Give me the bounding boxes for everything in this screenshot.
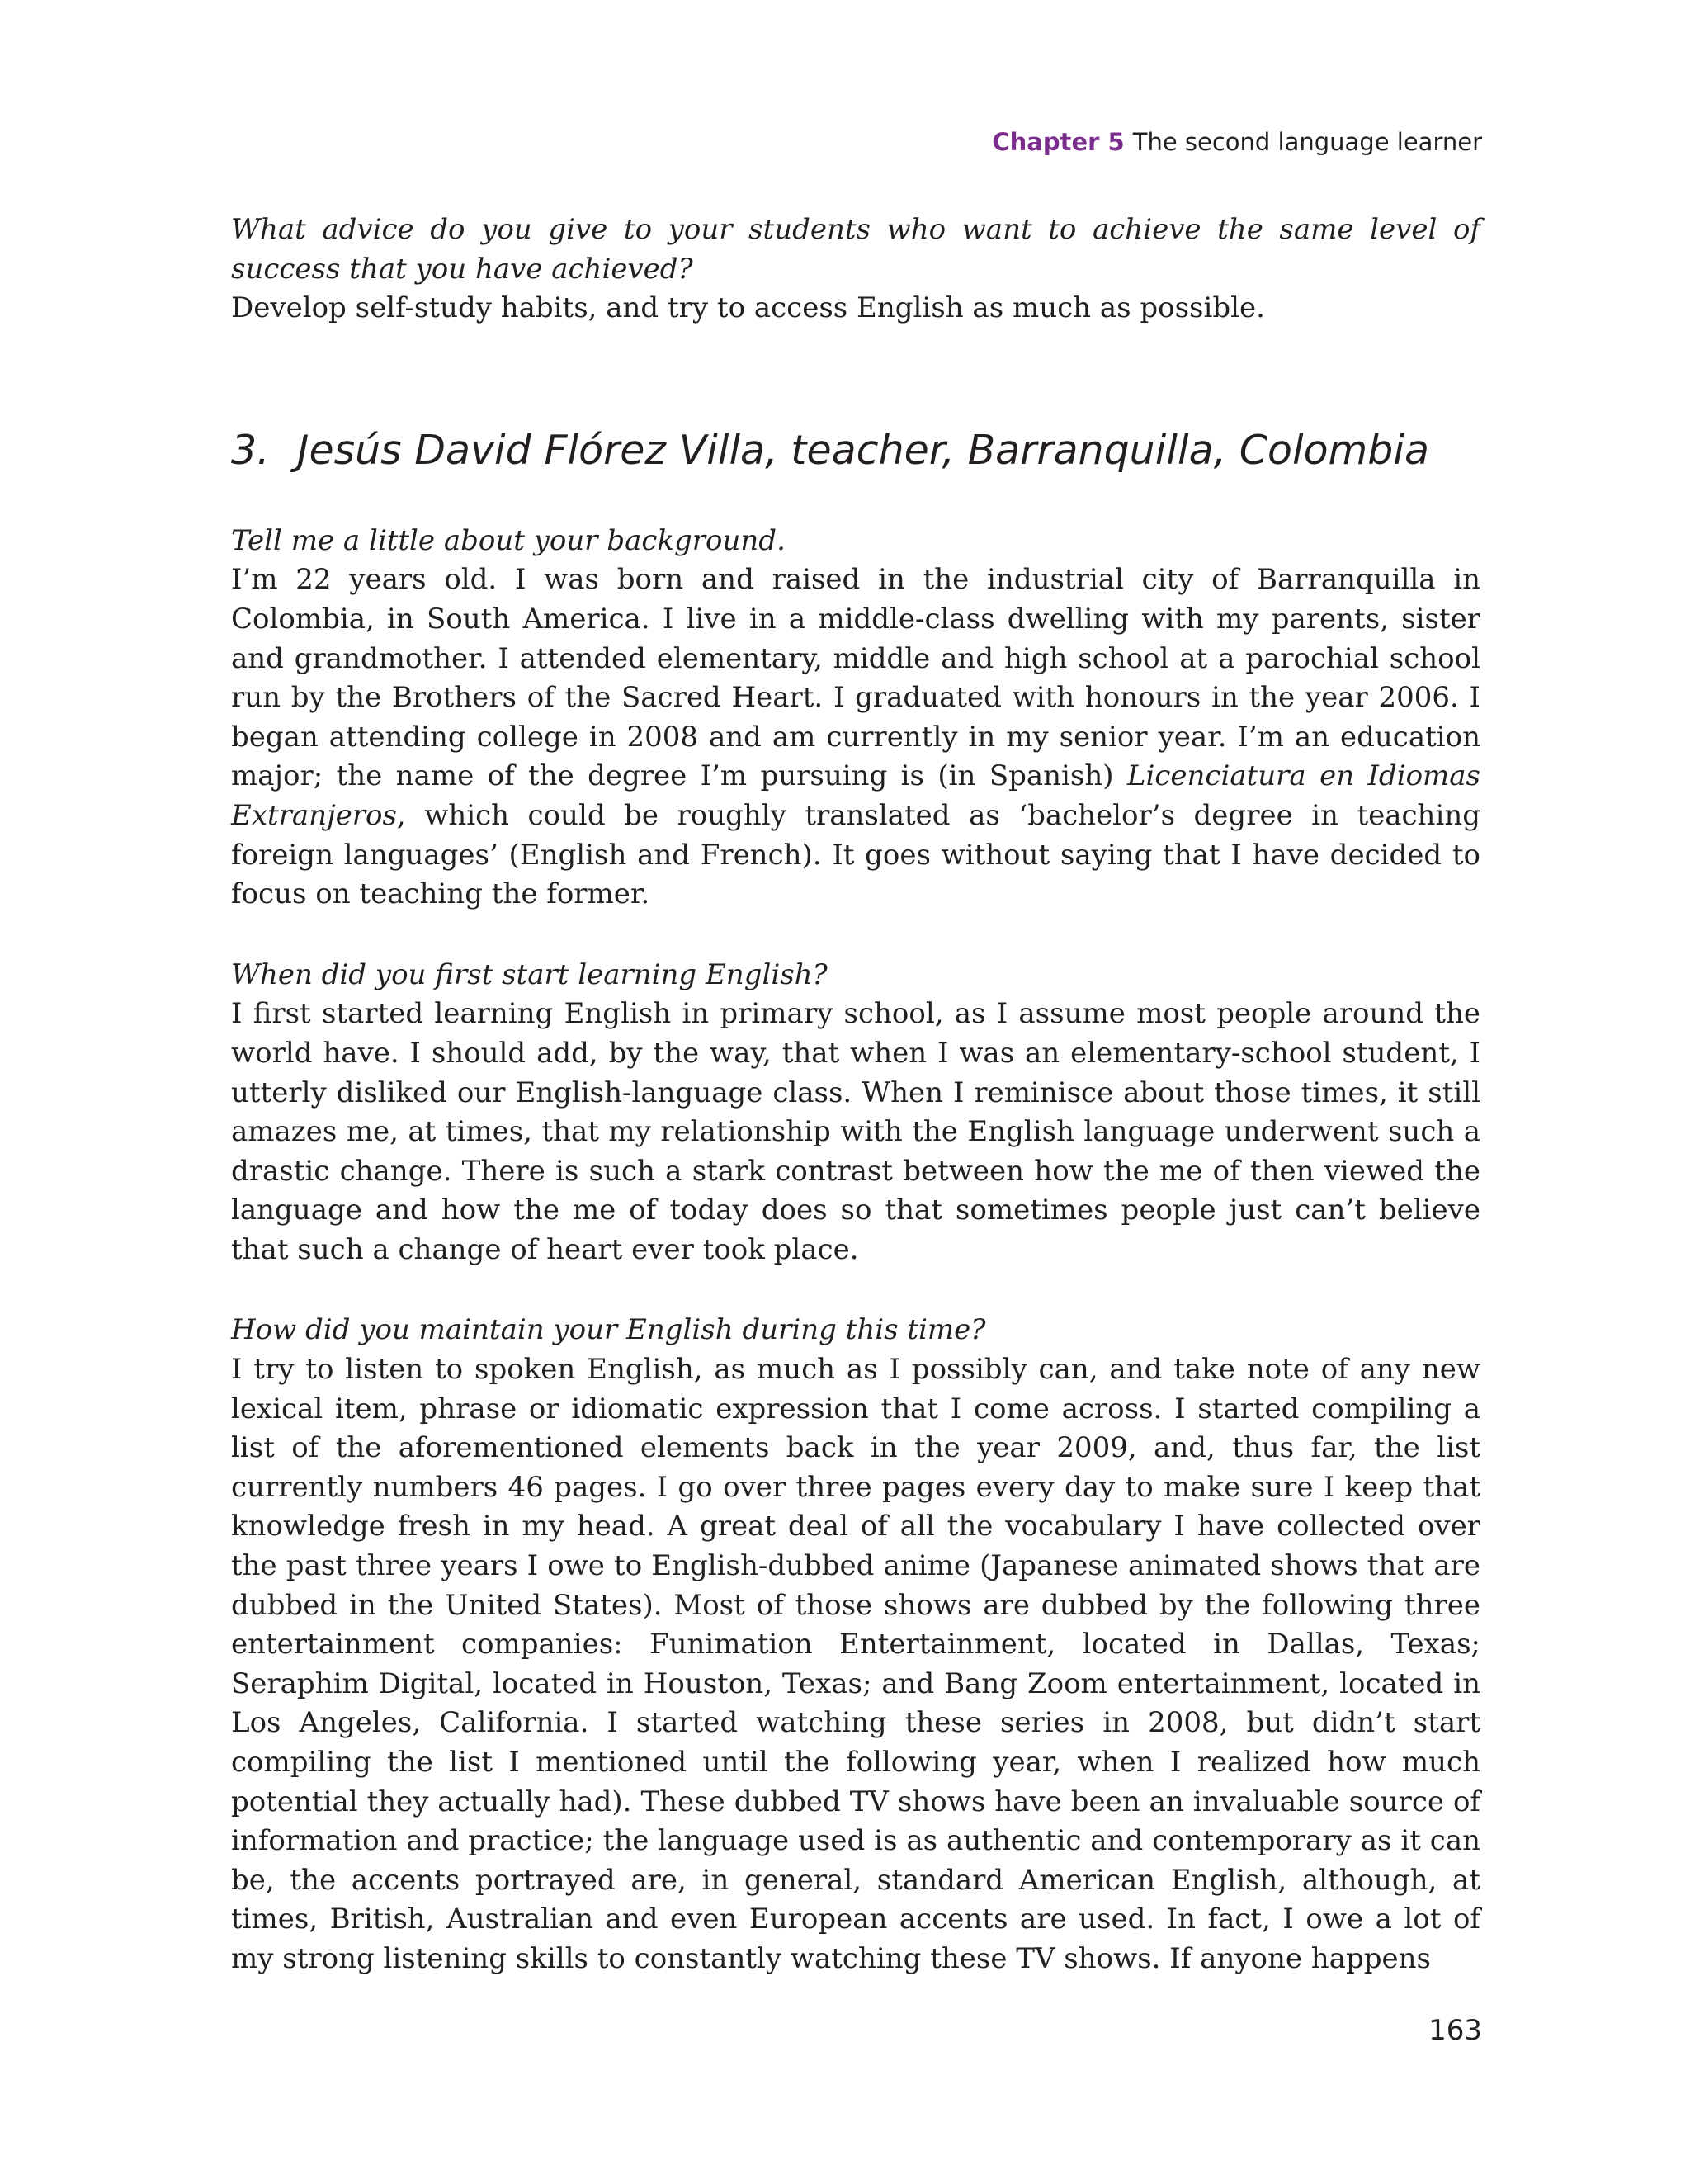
- section-heading: [231, 426, 1480, 475]
- question-background: Tell me a little about your background.: [231, 523, 786, 557]
- answer-start-learning: I first started learning English in primary school, as I assume most people around the world have. I should add, by the way, that when I was an elementary-school student, I utterly disliked our English-language class. When I reminisce about those times, it still amazes me, at times, that my relationship with the English language underwent such a drastic change. There is such a stark contrast between how the me of then viewed the language and how the me of today does so that sometimes people just can’t believe that such a change of heart ever took place.: [231, 997, 1480, 1266]
- answer-background-part2: , which could be roughly translated as ‘bachelor’s degree in teaching foreign languages’ (English and French). It goes without saying that I have decided to focus on teaching the former.: [231, 798, 1480, 911]
- answer-background-part1: I’m 22 years old. I was born and raised in the industrial city of Barranquilla in Colombia, in South America. I live in a middle-class dwelling with my parents, sister and grandmother. I attended elementary, middle and high school at a parochial school run by the Brothers of the Sacred Heart. I graduated with honours in the year 2006. I began attending college in 2008 and am currently in my senior year. I’m an education major; the name of the degree I’m pursuing is (in Spanish): [231, 563, 1480, 793]
- question-start-learning: When did you first start learning English?: [231, 957, 828, 991]
- answer-background: [231, 560, 1480, 914]
- intro-question: What advice do you give to your students who want to achieve the same level of success that you have achieved?: [231, 213, 1480, 286]
- spacer: [231, 915, 1480, 956]
- spacer: [231, 1269, 1480, 1311]
- section-title: Jesús David Flórez Villa, teacher, Barranquilla, Colombia: [297, 426, 1430, 474]
- chapter-label: Chapter 5: [992, 128, 1125, 156]
- degree-name: Licenciatura en Idiomas Extranjeros: [231, 759, 1480, 832]
- page-body: [231, 210, 1480, 1979]
- chapter-title: The second language learner: [1132, 128, 1482, 156]
- question-maintain-english: How did you maintain your English during this time?: [231, 1313, 986, 1347]
- section-number: 3.: [231, 426, 270, 474]
- intro-answer: Develop self-study habits, and try to access English as much as possible.: [231, 291, 1265, 325]
- running-header: [992, 128, 1482, 156]
- answer-maintain-english: I try to listen to spoken English, as much as I possibly can, and take note of any new lexical item, phrase or idiomatic expression that I come across. I started compiling a list of the aforementioned elements back in the year 2009, and, thus far, the list currently numbers 46 pages. I go over three pages every day to make sure I keep that knowledge fresh in my head. A great deal of all the vocabulary I have collected over the past three years I owe to English-dubbed anime (Japanese animated shows that are dubbed in the United States). Most of those shows are dubbed by the following three entertainment companies: Funimation Entertainment, located in Dallas, Texas; Seraphim Digital, located in Houston, Texas; and Bang Zoom entertainment, located in Los Angeles, California. I started watching these series in 2008, but didn’t start compiling the list I mentioned until the following year, when I realized how much potential they actually had). These dubbed TV shows have been an invaluable source of information and practice; the language used is as authentic and contemporary as it can be, the accents portrayed are, in general, standard American English, although, at times, British, Australian and even European accents are used. In fact, I owe a lot of my strong listening skills to constantly watching these TV shows. If anyone happens: [231, 1353, 1480, 1975]
- page-number: 163: [1428, 2014, 1482, 2047]
